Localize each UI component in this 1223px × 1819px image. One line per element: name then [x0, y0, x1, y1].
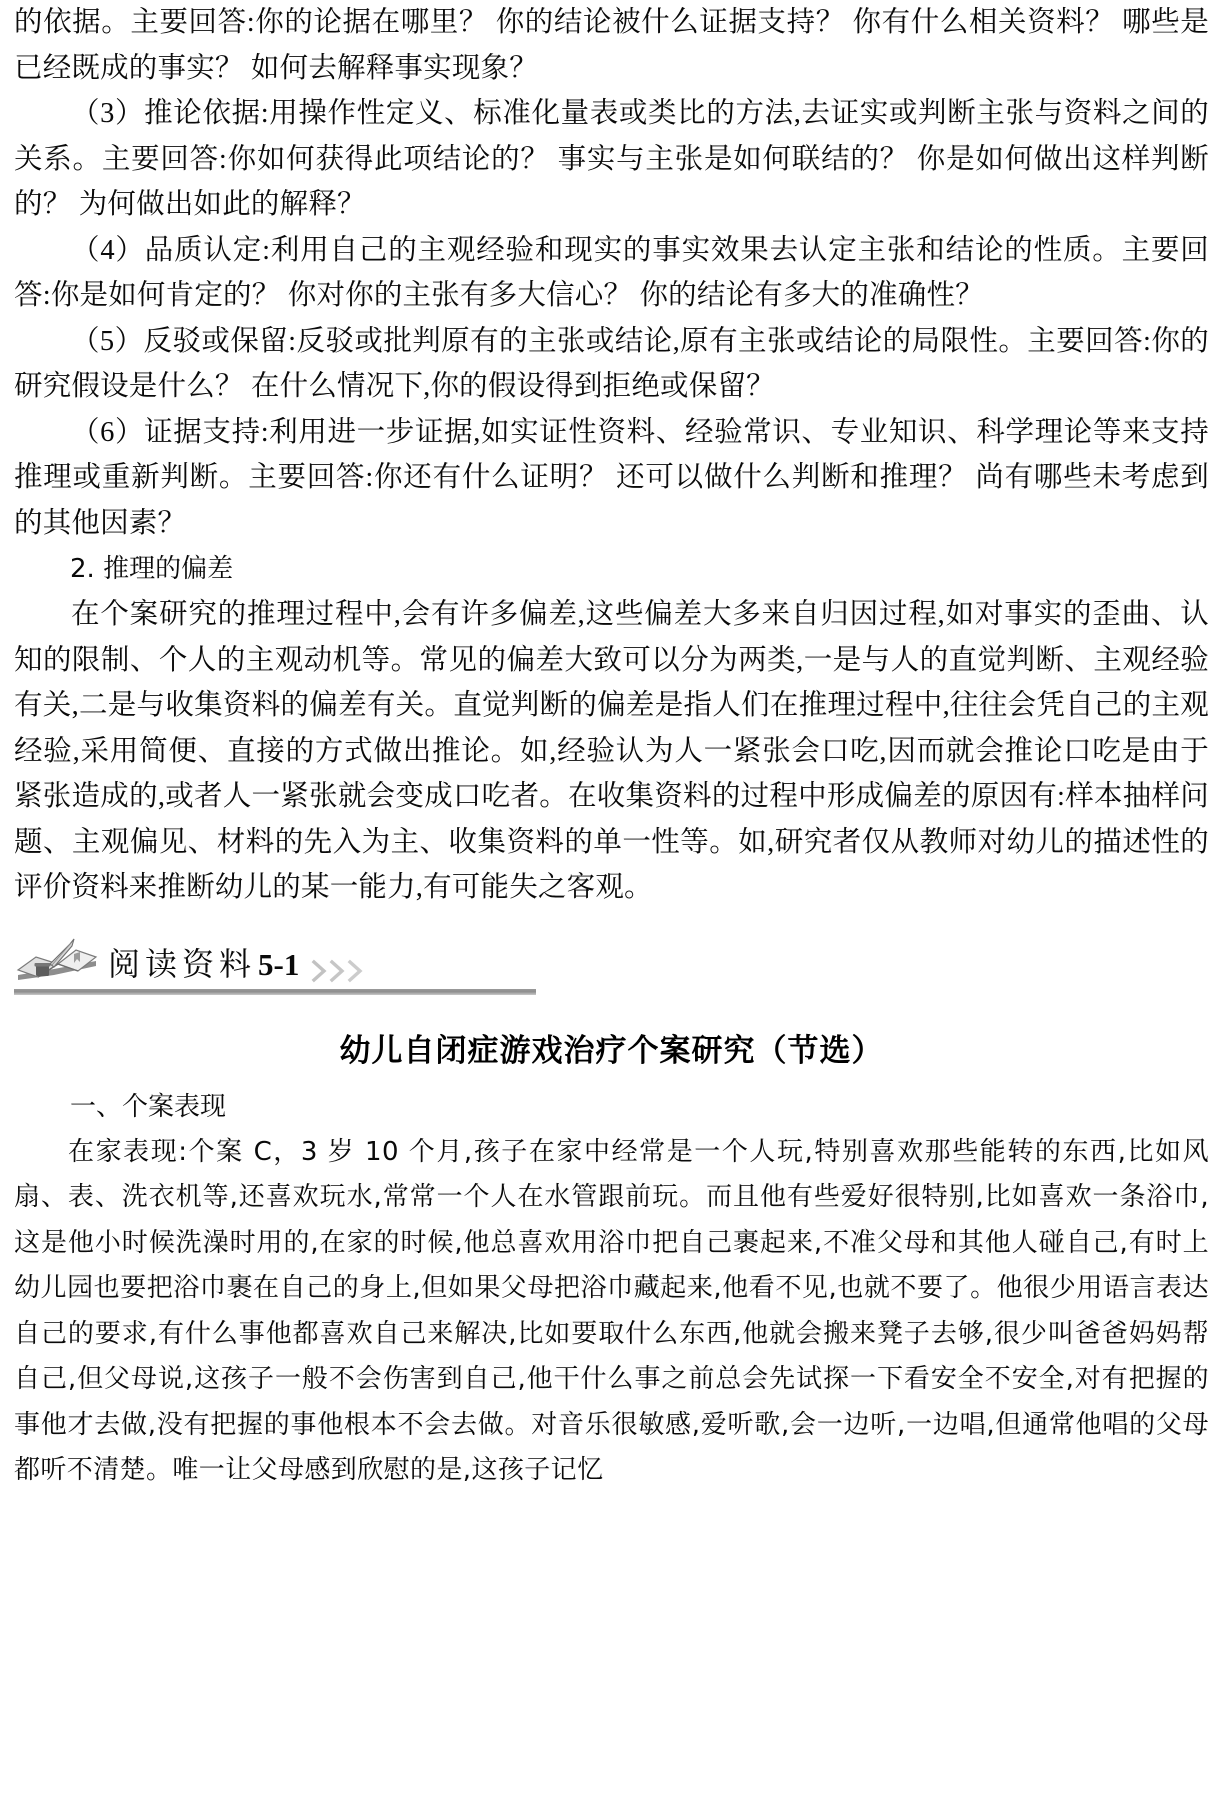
- paragraph-item-5: （5）反驳或保留:反驳或批判原有的主张或结论,原有主张或结论的局限性。主要回答:你的研究假设是什么？ 在什么情况下,你的假设得到拒绝或保留？: [14, 325, 1209, 402]
- reading-article-section-heading: 一、个案表现: [70, 1091, 227, 1122]
- section-heading-reasoning-bias: 2. 推理的偏差: [70, 554, 234, 584]
- reading-article-title: 幼儿自闭症游戏治疗个案研究（节选）: [339, 1032, 884, 1068]
- reading-material-banner: [14, 935, 536, 997]
- reading-material-label-text: 阅读资料: [108, 945, 257, 982]
- reading-material-label: [108, 944, 299, 985]
- chevron-right-icon-1: [311, 959, 328, 983]
- paragraph-continuation: 的依据。主要回答:你的论据在哪里？ 你的结论被什么证据支持？ 你有什么相关资料？ 哪些是已经既成的事实？ 如何去解释事实现象？: [14, 7, 1209, 84]
- reading-material-number: 5-1: [258, 946, 300, 982]
- chevron-right-icon-2: [329, 959, 346, 983]
- reading-material-rule: [14, 989, 536, 995]
- chevron-right-triple-icon: [311, 959, 364, 985]
- open-book-with-quill-icon: [14, 937, 100, 985]
- reading-material-banner-row: [14, 935, 536, 985]
- chevron-right-icon-3: [347, 959, 364, 983]
- reading-article-paragraph-home-behaviour: 在家表现:个案 C，3 岁 10 个月,孩子在家中经常是一个人玩,特别喜欢那些能转的东西,比如风扇、表、洗衣机等,还喜欢玩水,常常一个人在水管跟前玩。而且他有些爱好很特别,比如喜欢一条浴巾,这是他小时候洗澡时用的,在家的时候,他总喜欢用浴巾把自己裹起来,不准父母和其他人碰自己,有时上幼儿园也要把浴巾裹在自己的身上,但如果父母把浴巾藏起来,他看不见,也就不要了。他很少用语言表达自己的要求,有什么事他都喜欢自己来解决,比如要取什么东西,他就会搬来凳子去够,很少叫爸爸妈妈帮自己,但父母说,这孩子一般不会伤害到自己,他干什么事之前总会先试探一下看安全不安全,对有把握的事他才去做,没有把握的事他根本不会去做。对音乐很敏感,爱听歌,会一边听,一边唱,但通常他唱的父母都听不清楚。唯一让父母感到欣慰的是,这孩子记忆: [14, 1136, 1209, 1485]
- paragraph-reasoning-bias-body: 在个案研究的推理过程中,会有许多偏差,这些偏差大多来自归因过程,如对事实的歪曲、认知的限制、个人的主观动机等。常见的偏差大致可以分为两类,一是与人的直觉判断、主观经验有关,二是与收集资料的偏差有关。直觉判断的偏差是指人们在推理过程中,往往会凭自己的主观经验,采用简便、直接的方式做出推论。如,经验认为人一紧张会口吃,因而就会推论口吃是由于紧张造成的,或者人一紧张就会变成口吃者。在收集资料的过程中形成偏差的原因有:样本抽样问题、主观偏见、材料的先入为主、收集资料的单一性等。如,研究者仅从教师对幼儿的描述性的评价资料来推断幼儿的某一能力,有可能失之客观。: [14, 599, 1209, 903]
- paragraph-item-6: （6）证据支持:利用进一步证据,如实证性资料、经验常识、专业知识、科学理论等来支持推理或重新判断。主要回答:你还有什么证明？ 还可以做什么判断和推理？ 尚有哪些未考虑到的其他因素？: [14, 416, 1209, 539]
- paragraph-item-3: （3）推论依据:用操作性定义、标准化量表或类比的方法,去证实或判断主张与资料之间的关系。主要回答:你如何获得此项结论的？ 事实与主张是如何联结的？ 你是如何做出这样判断的？ 为何做出如此的解释？: [14, 98, 1209, 220]
- paragraph-item-4: （4）品质认定:利用自己的主观经验和现实的事实效果去认定主张和结论的性质。主要回答:你是如何肯定的？ 你对你的主张有多大信心？ 你的结论有多大的准确性？: [14, 234, 1209, 311]
